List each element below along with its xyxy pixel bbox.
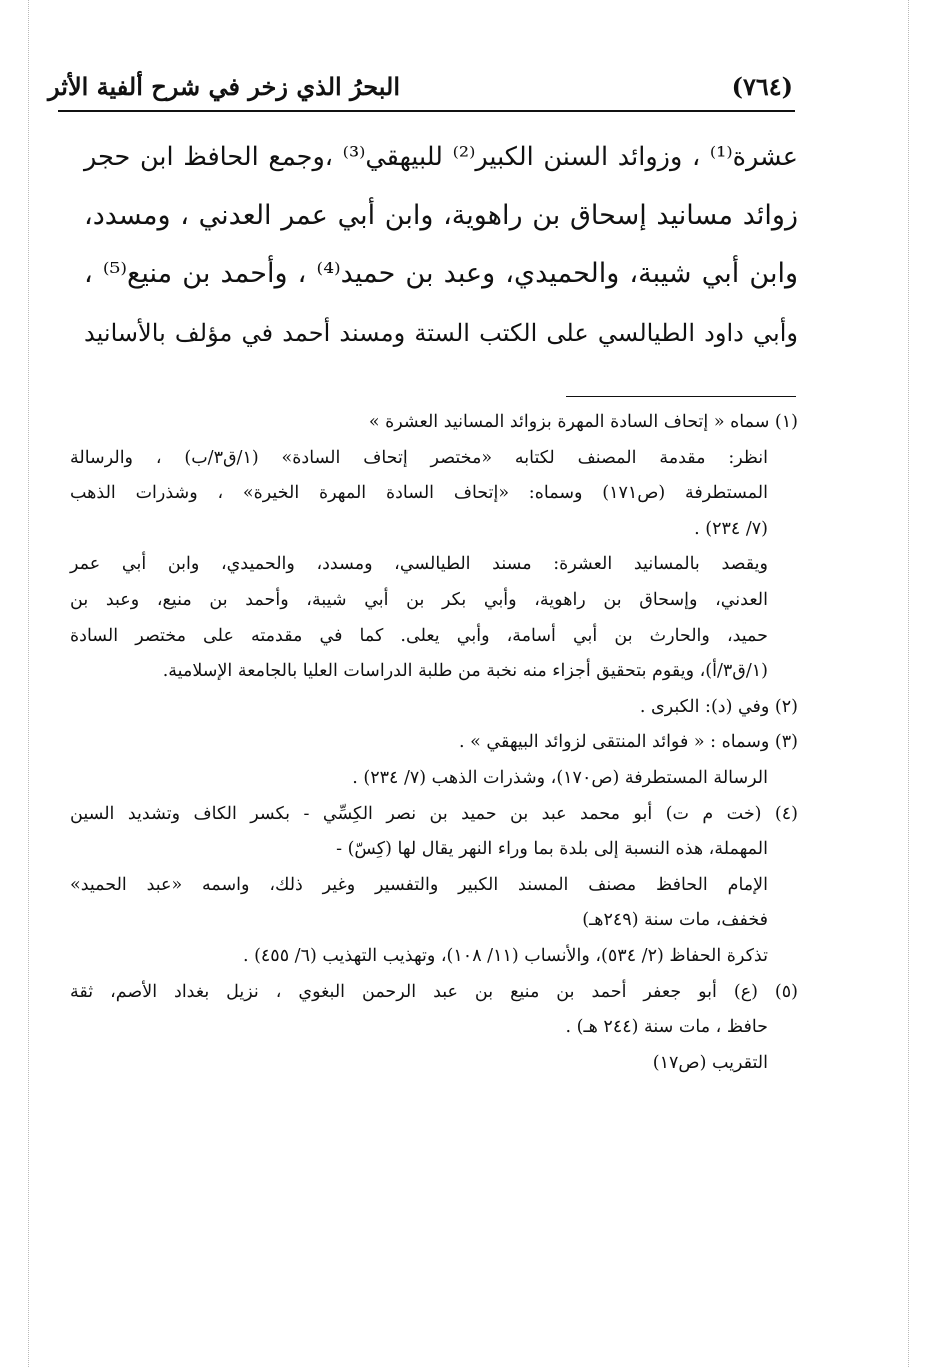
body-line: وأبي داود الطيالسي على الكتب الستة ومسند أحمد في مؤلف بالأسانيد bbox=[84, 318, 798, 347]
footnote-line: (١) سماه « إتحاف السادة المهرة بزوائد المسانيد العشرة » bbox=[368, 412, 798, 432]
footnote-separator bbox=[566, 396, 796, 397]
footnotes-section bbox=[70, 405, 798, 1081]
footnote-line: ويقصد بالمسانيد العشرة: مسند الطيالسي، ومسدد، والحميدي، وابن أبي عمر bbox=[70, 554, 768, 575]
footnote-line: الرسالة المستطرفة (ص١٧٠)، وشذرات الذهب (٧/ ٢٣٤) . bbox=[352, 767, 768, 788]
body-line: عشرة⁽¹⁾ ، وزوائد السنن الكبير⁽²⁾ للبيهقي⁽³⁾ ،وجمع الحافظ ابن حجر bbox=[84, 142, 798, 172]
body-line: وابن أبي شيبة، والحميدي، وعبد بن حميد⁽⁴⁾ ، وأحمد بن منيع⁽⁵⁾ ، bbox=[84, 258, 798, 289]
footnote-line: (٥) (ع) أبو جعفر أحمد بن منيع بن عبد الرحمن البغوي ، نزيل بغداد الأصم، ثقة bbox=[70, 981, 798, 1002]
footnote-line: الإمام الحافظ مصنف المسند الكبير والتفسير وغير ذلك، واسمه «عبد الحميد» bbox=[70, 874, 768, 895]
footnote-line: (١/ق٣/أ)، ويقوم بتحقيق أجزاء منه نخبة من طلبة الدراسات العليا بالجامعة الإسلامية. bbox=[162, 661, 768, 682]
footnote-line: حميد، والحارث بن أبي أسامة، وأبي يعلى. كما في مقدمته على مختصر السادة bbox=[70, 625, 768, 646]
footnote-line: (٢) وفي (د): الكبرى . bbox=[639, 696, 798, 717]
scan-fold-line bbox=[28, 0, 29, 1367]
footnote-line: انظر: مقدمة المصنف لكتابه «مختصر إتحاف السادة» (١/ق٣/ب) ، والرسالة bbox=[70, 447, 768, 468]
footnote-line: فخفف، مات سنة (٢٤٩هـ) bbox=[582, 910, 768, 931]
book-title: البحرُ الذي زخر في شرح ألفية الأثر bbox=[48, 72, 400, 101]
footnote-line: المستطرفة (ص١٧١) وسماه: «إتحاف السادة المهرة الخيرة» ، وشذرات الذهب bbox=[70, 483, 768, 504]
footnote-line: (٣) وسماه : « فوائد المنتقى لزوائد البيهقي » . bbox=[459, 732, 798, 753]
page-number: (٧٦٤) bbox=[731, 72, 793, 101]
footnote-line: المهملة، هذه النسبة إلى بلدة بما وراء النهر يقال لها (كِسّ) - bbox=[336, 839, 768, 860]
running-header bbox=[48, 70, 795, 112]
footnote-line: العدني، وإسحاق بن راهوية، وأبي بكر بن أبي شيبة، وأحمد بن منيع، وعبد بن bbox=[70, 589, 768, 610]
footnote-line: تذكرة الحفاظ (٢/ ٥٣٤)، والأنساب (١١/ ١٠٨)، وتهذيب التهذيب (٦/ ٤٥٥) . bbox=[242, 945, 768, 966]
footnote-line: التقريب (ص١٧) bbox=[652, 1052, 768, 1073]
footnote-line: حافظ ، مات سنة (٢٤٤ هـ) . bbox=[565, 1017, 768, 1038]
main-body-text bbox=[84, 128, 798, 362]
body-line: زوائد مسانيد إسحاق بن راهوية، وابن أبي عمر العدني ، ومسدد، bbox=[84, 199, 798, 231]
scan-fold-line bbox=[908, 0, 909, 1367]
footnote-line: (٧/ ٢٣٤) . bbox=[694, 518, 768, 539]
footnote-line: (٤) (خت م ت) أبو محمد عبد بن حميد بن نصر الكِسِّي - بكسر الكاف وتشديد السين bbox=[70, 803, 798, 824]
